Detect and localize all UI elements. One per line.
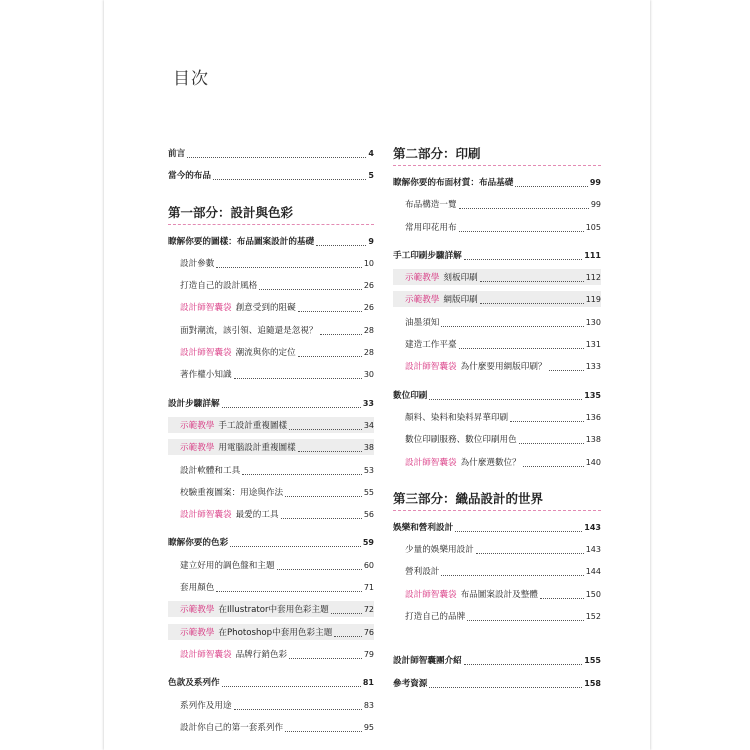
toc-entry-text: 手工設計重複圖樣 — [218, 420, 288, 431]
toc-entry-tag: 示範教學 — [405, 273, 440, 284]
toc-entry-text: 建造工作平臺 — [405, 340, 457, 351]
toc-page-number: 71 — [363, 583, 374, 593]
toc-entry-text: 當今的布品 — [168, 171, 211, 182]
toc-entry-label — [168, 536, 228, 550]
toc-entry-text: 著作權小知識 — [180, 370, 232, 381]
toc-entry-label — [180, 464, 240, 478]
toc-entry-text: 設計你自己的第一套系列作 — [180, 722, 284, 733]
toc-page-number: 28 — [363, 348, 374, 358]
toc-section-entry[interactable] — [393, 387, 601, 403]
dot-leader — [515, 186, 588, 187]
toc-entry[interactable] — [393, 409, 601, 425]
toc-entry-label — [405, 338, 457, 352]
toc-entry-label — [393, 654, 462, 668]
toc-entry[interactable] — [168, 697, 374, 713]
toc-entry[interactable] — [168, 579, 374, 595]
toc-entry[interactable] — [393, 291, 601, 307]
toc-entry-label — [180, 559, 275, 573]
toc-entry-tag: 設計師智囊袋 — [405, 589, 457, 600]
toc-entry-tag: 設計師智囊袋 — [180, 348, 232, 359]
toc-entry-label — [168, 147, 185, 161]
spacer — [168, 190, 374, 204]
toc-section-entry[interactable] — [393, 519, 601, 535]
toc-entry-label — [405, 221, 457, 235]
toc-entry-text: 設計軟體和工具 — [180, 465, 241, 476]
toc-page-number: 111 — [584, 250, 601, 260]
toc-entry-label — [180, 279, 257, 293]
toc-page-number: 136 — [585, 412, 601, 422]
toc-entry-text: 常用印花用布 — [405, 222, 457, 233]
toc-section-entry[interactable] — [168, 395, 374, 411]
toc-entry-text: 創意受到的阻礙 — [235, 303, 296, 314]
dot-leader — [441, 575, 583, 576]
toc-entry[interactable] — [168, 417, 374, 433]
dot-leader — [459, 231, 584, 232]
toc-entry-label — [393, 249, 462, 263]
toc-entry-label — [405, 316, 439, 330]
toc-entry[interactable] — [168, 646, 374, 662]
toc-page-number: 143 — [585, 545, 601, 555]
toc-entry-text: 品牌行銷色彩 — [235, 649, 288, 660]
toc-entry-label — [180, 581, 214, 595]
toc-entry-label — [180, 419, 287, 433]
toc-entry[interactable] — [393, 196, 601, 212]
dot-leader — [222, 407, 361, 408]
toc-entry-text: 在Photoshop中套用色彩主題 — [218, 627, 333, 638]
toc-entry-label — [405, 433, 517, 447]
toc-entry-label — [393, 176, 513, 190]
toc-entry-label — [180, 301, 296, 315]
dot-leader — [429, 687, 582, 688]
toc-page-number: 150 — [585, 589, 601, 599]
toc-page-number: 152 — [585, 612, 601, 622]
toc-entry[interactable] — [393, 314, 601, 330]
toc-page-number: 95 — [363, 722, 374, 732]
toc-entry[interactable] — [393, 563, 601, 579]
toc-page-number: 158 — [584, 678, 601, 688]
toc-entry-label — [405, 271, 478, 285]
dot-leader — [289, 429, 362, 430]
toc-entry[interactable] — [168, 255, 374, 271]
toc-entry-label — [405, 456, 521, 470]
toc-entry-text: 校驗重複圖案：用途與作法 — [180, 487, 284, 498]
toc-page-number: 4 — [368, 149, 374, 158]
toc-page-number: 79 — [363, 649, 374, 659]
toc-entry-text: 網版印刷 — [443, 295, 478, 306]
toc-entry-tag: 設計師智囊袋 — [180, 510, 232, 521]
toc-page-number: 59 — [362, 538, 374, 548]
spacer — [393, 476, 601, 490]
toc-entry-label — [180, 346, 296, 360]
toc-entry-text: 打造自己的品牌 — [405, 612, 466, 623]
dot-leader — [476, 553, 584, 554]
toc-entry[interactable] — [393, 336, 601, 352]
dot-leader — [222, 686, 361, 687]
toc-entry[interactable] — [168, 557, 374, 573]
toc-entry-tag: 示範教學 — [180, 443, 215, 454]
toc-page-number: 34 — [363, 420, 374, 430]
toc-entry-label — [180, 257, 214, 271]
toc-page-number: 55 — [363, 487, 374, 497]
part-heading: 第三部分：織品設計的世界 — [393, 490, 601, 511]
toc-entry-text: 為什麼選數位？ — [460, 457, 521, 468]
toc-entry-text: 手工印刷步驟詳解 — [393, 250, 462, 261]
toc-entry[interactable] — [393, 454, 601, 470]
toc-entry-text: 面對潮流，該引領、追隨還是忽視？ — [180, 325, 318, 336]
dot-leader — [331, 613, 362, 614]
toc-page-number: 155 — [584, 656, 601, 666]
toc-entry[interactable] — [393, 586, 601, 602]
toc-page-number: 30 — [363, 370, 374, 380]
toc-entry-text: 前言 — [168, 149, 186, 159]
toc-page-number: 131 — [585, 340, 601, 350]
dot-leader — [213, 179, 366, 180]
part-heading: 第二部分：印刷 — [393, 145, 601, 166]
toc-entry[interactable] — [168, 299, 374, 315]
toc-entry-tag: 設計師智囊袋 — [405, 457, 457, 468]
toc-section-entry[interactable] — [168, 167, 374, 183]
toc-entry-label — [180, 441, 296, 455]
toc-entry-text: 設計步驟詳解 — [168, 398, 220, 409]
toc-entry[interactable] — [168, 439, 374, 455]
toc-entry-tag: 設計師智囊袋 — [405, 362, 457, 373]
toc-entry-label — [180, 699, 232, 713]
toc-entry-text: 色款及系列作 — [168, 678, 220, 689]
toc-page-number: 53 — [363, 465, 374, 475]
toc-entry-label — [168, 235, 314, 249]
toc-entry-text: 數位印刷服務、數位印刷用色 — [405, 435, 517, 446]
toc-page-number: 5 — [368, 171, 374, 181]
toc-entry-tag: 示範教學 — [180, 627, 215, 638]
toc-section-entry[interactable] — [393, 652, 601, 668]
toc-entry-text: 潮流與你的定位 — [235, 348, 296, 359]
toc-section-entry[interactable] — [168, 233, 374, 249]
toc-entry-text: 瞭解你要的布面材質：布品基礎 — [393, 178, 514, 188]
toc-entry-text: 布品圖案設計及整體 — [460, 589, 538, 600]
toc-entry-text: 系列作及用途 — [180, 700, 232, 711]
toc-entry-label — [168, 676, 220, 690]
toc-entry[interactable] — [168, 322, 374, 338]
toc-entry[interactable] — [168, 277, 374, 293]
toc-entry-label — [180, 626, 332, 640]
spacer — [393, 630, 601, 652]
toc-entry-text: 瞭解你要的圖樣：布品圖案設計的基礎 — [168, 236, 315, 247]
toc-section-entry[interactable] — [168, 674, 374, 690]
toc-page-number: 130 — [585, 317, 601, 327]
toc-page-number: 26 — [363, 303, 374, 313]
toc-right-column — [393, 145, 601, 697]
toc-page-number: 76 — [363, 627, 374, 637]
dot-leader — [467, 620, 584, 621]
toc-entry-text: 數位印刷 — [393, 390, 428, 401]
dot-leader — [242, 474, 362, 475]
toc-entry-label — [405, 543, 474, 557]
toc-entry-text: 油墨須知 — [405, 317, 440, 328]
dot-leader — [480, 303, 584, 304]
dot-leader — [281, 518, 362, 519]
toc-entry-label — [405, 360, 547, 374]
toc-entry-label — [405, 610, 465, 624]
toc-section-entry[interactable] — [393, 174, 601, 190]
toc-entry-text: 在Illustrator中套用色彩主題 — [218, 605, 329, 616]
part-heading: 第一部分：設計與色彩 — [168, 204, 374, 225]
toc-entry[interactable] — [168, 719, 374, 735]
dot-leader — [230, 546, 361, 547]
toc-page-number: 133 — [585, 362, 601, 372]
dot-leader — [429, 399, 582, 400]
toc-entry-label — [393, 677, 427, 691]
dot-leader — [298, 311, 362, 312]
dot-leader — [464, 664, 583, 665]
toc-page-number: 105 — [585, 222, 601, 232]
toc-entry-label — [180, 721, 283, 735]
toc-entry-label — [168, 169, 211, 183]
toc-entry[interactable] — [168, 624, 374, 640]
toc-page-number: 119 — [585, 295, 601, 305]
dot-leader — [519, 443, 584, 444]
toc-page-number: 28 — [363, 325, 374, 335]
toc-entry[interactable] — [393, 608, 601, 624]
dot-leader — [234, 378, 362, 379]
toc-entry[interactable] — [168, 484, 374, 500]
toc-entry-text: 營利設計 — [405, 567, 440, 578]
dot-leader — [320, 334, 362, 335]
toc-page-number: 9 — [368, 236, 374, 246]
toc-entry-label — [180, 648, 287, 662]
toc-section-entry[interactable] — [393, 675, 601, 691]
toc-entry-tag: 示範教學 — [180, 605, 215, 616]
toc-page-number: 38 — [363, 443, 374, 453]
toc-page-number: 144 — [585, 567, 601, 577]
dot-leader — [523, 466, 584, 467]
toc-entry-label — [168, 397, 220, 411]
dot-leader — [216, 591, 361, 592]
dot-leader — [455, 531, 582, 532]
dot-leader — [459, 348, 584, 349]
toc-entry-label — [393, 389, 427, 403]
dot-leader — [549, 370, 584, 371]
dot-leader — [510, 421, 584, 422]
toc-page-number: 10 — [363, 258, 374, 268]
dot-leader — [316, 245, 366, 246]
toc-entry[interactable] — [393, 219, 601, 235]
toc-entry-text: 建立好用的調色盤和主題 — [180, 560, 275, 571]
toc-entry-text: 為什麼要用網版印刷？ — [460, 362, 547, 373]
toc-page-number: 138 — [585, 435, 601, 445]
toc-entry[interactable] — [168, 462, 374, 478]
toc-entry-tag: 設計師智囊袋 — [180, 649, 232, 660]
toc-entry[interactable] — [168, 601, 374, 617]
toc-page-number: 26 — [363, 281, 374, 291]
toc-page-number: 33 — [362, 398, 374, 408]
toc-page-number: 135 — [584, 390, 601, 400]
toc-entry-label — [180, 603, 329, 617]
toc-entry-text: 顏料、染料和染料昇華印刷 — [405, 412, 509, 423]
toc-entry-label — [405, 588, 538, 602]
dot-leader — [285, 496, 362, 497]
toc-entry-text: 布品構造一覽 — [405, 200, 457, 211]
toc-page-number: 112 — [585, 273, 601, 283]
toc-entry[interactable] — [168, 344, 374, 360]
toc-page-number: 56 — [363, 510, 374, 520]
toc-entry[interactable] — [393, 431, 601, 447]
toc-page-number: 83 — [363, 700, 374, 710]
dot-leader — [298, 356, 362, 357]
toc-page-number: 99 — [590, 200, 601, 210]
toc-entry[interactable] — [393, 269, 601, 285]
toc-entry-label — [405, 293, 478, 307]
toc-entry-text: 最愛的工具 — [235, 510, 279, 521]
toc-entry-text: 參考資源 — [393, 678, 428, 689]
toc-page-number: 140 — [585, 457, 601, 467]
toc-entry-tag: 示範教學 — [180, 420, 215, 431]
toc-entry[interactable] — [168, 366, 374, 382]
toc-section-entry[interactable] — [168, 145, 374, 161]
toc-entry[interactable] — [168, 506, 374, 522]
toc-entry-text: 用電腦設計重複圖樣 — [218, 443, 296, 454]
toc-entry-tag: 設計師智囊袋 — [180, 303, 232, 314]
dot-leader — [334, 636, 362, 637]
toc-entry-text: 打造自己的設計風格 — [180, 281, 258, 292]
toc-entry-text: 套用顏色 — [180, 583, 215, 594]
toc-entry-label — [393, 521, 453, 535]
toc-section-entry[interactable] — [168, 534, 374, 550]
toc-entry-label — [180, 508, 279, 522]
toc-entry[interactable] — [393, 358, 601, 374]
toc-entry-text: 娛樂和營利設計 — [393, 522, 454, 533]
dot-leader — [459, 208, 589, 209]
toc-entry-text: 設計參數 — [180, 258, 215, 269]
toc-entry-label — [180, 324, 318, 338]
toc-page-number: 99 — [589, 178, 601, 187]
toc-entry-text: 刻板印刷 — [443, 273, 478, 284]
toc-entry-label — [405, 411, 508, 425]
toc-entry-text: 少量的娛樂用設計 — [405, 545, 474, 556]
page-title: 目次 — [173, 69, 209, 89]
dot-leader — [259, 289, 361, 290]
dot-leader — [187, 157, 366, 158]
toc-entry-tag: 示範教學 — [405, 295, 440, 306]
dot-leader — [285, 731, 362, 732]
dot-leader — [464, 259, 583, 260]
toc-entry-label — [180, 486, 283, 500]
dot-leader — [216, 267, 361, 268]
toc-section-entry[interactable] — [393, 247, 601, 263]
toc-page-number: 72 — [363, 605, 374, 615]
toc-page-number: 81 — [362, 678, 374, 688]
toc-page-number: 143 — [584, 522, 601, 532]
dot-leader — [441, 326, 583, 327]
dot-leader — [480, 281, 584, 282]
dot-leader — [298, 451, 362, 452]
toc-entry-text: 設計師智囊團介紹 — [393, 656, 462, 667]
dot-leader — [289, 658, 362, 659]
toc-page-number: 60 — [363, 560, 374, 570]
toc-entry[interactable] — [393, 541, 601, 557]
toc-entry-label — [405, 198, 457, 212]
toc-entry-text: 瞭解你要的色彩 — [168, 538, 229, 549]
toc-entry-label — [180, 368, 232, 382]
dot-leader — [277, 569, 362, 570]
dot-leader — [540, 598, 584, 599]
dot-leader — [234, 709, 362, 710]
toc-entry-label — [405, 565, 439, 579]
toc-left-column — [168, 145, 374, 741]
